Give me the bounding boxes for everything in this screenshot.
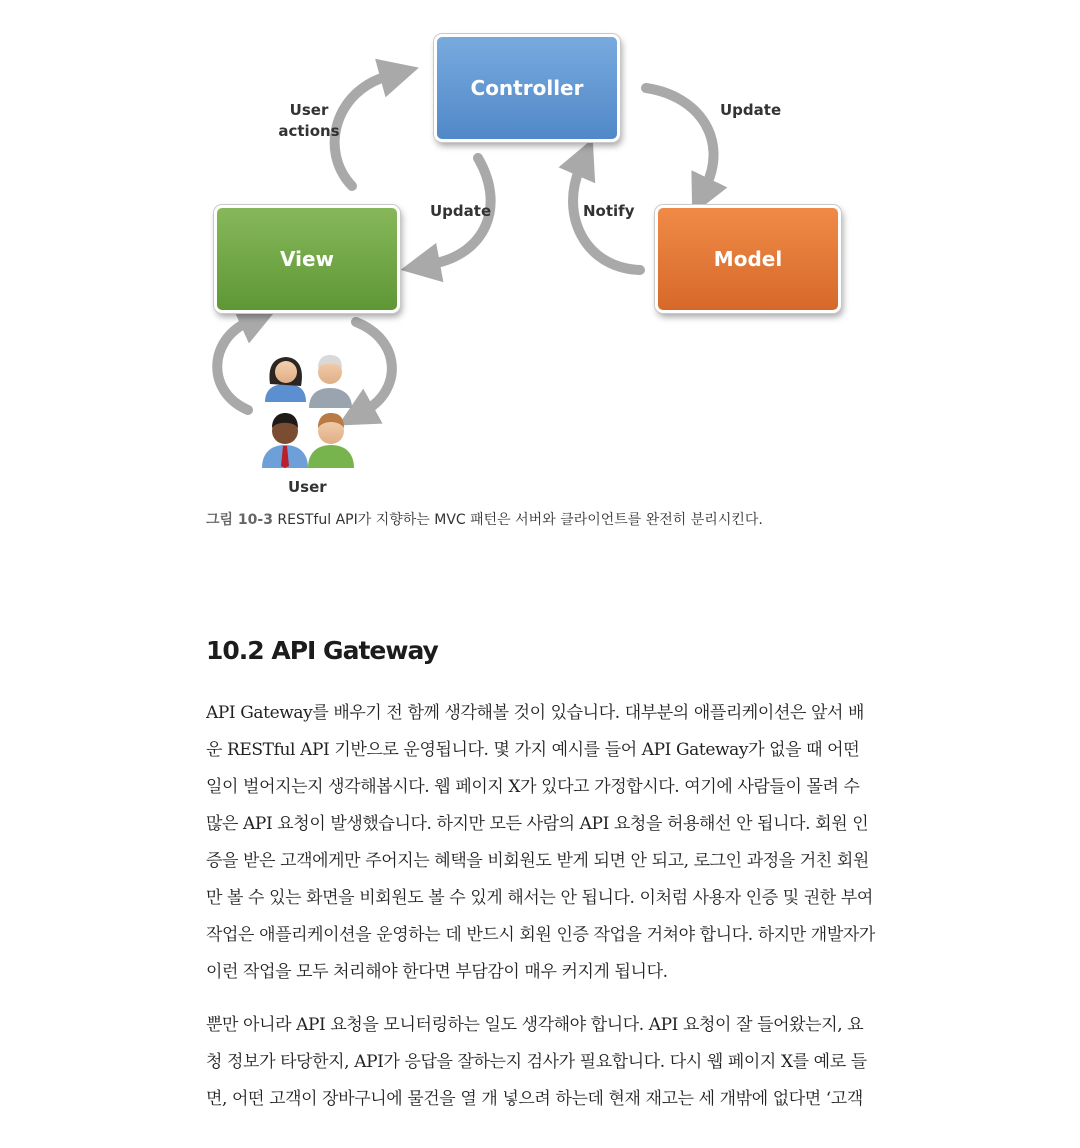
paragraph-line: 청 정보가 타당한지, API가 응답을 잘하는지 검사가 필요합니다. 다시 웹 페이지 X를 예로 들	[206, 1052, 867, 1072]
user-label: User	[288, 478, 327, 496]
arrow-user-to-view	[217, 322, 248, 410]
users-group-icon	[262, 355, 354, 468]
paragraph-line: 이런 작업을 모두 처리해야 한다면 부담감이 매우 커지게 됩니다.	[206, 962, 668, 982]
arrow-view-to-user	[356, 322, 392, 410]
paragraph-line: 작업은 애플리케이션을 운영하는 데 반드시 회원 인증 작업을 거쳐야 합니다. 하지만 개발자가	[206, 925, 875, 945]
paragraph	[206, 695, 962, 991]
paragraph-line: 운 RESTful API 기반으로 운영됩니다. 몇 가지 예시를 들어 API Gateway가 없을 때 어떤	[206, 740, 860, 760]
model-label: Model	[713, 247, 783, 271]
paragraph-line: API Gateway를 배우기 전 함께 생각해볼 것이 있습니다. 대부분의 애플리케이션은 앞서 배	[206, 703, 865, 723]
mvc-diagram	[0, 0, 1080, 500]
section-heading: 10.2 API Gateway	[206, 636, 438, 665]
paragraph	[206, 1007, 962, 1118]
update-model-label: Update	[720, 101, 782, 119]
paragraph-line: 뿐만 아니라 API 요청을 모니터링하는 일도 생각해야 합니다. API 요청이 잘 들어왔는지, 요	[206, 1015, 864, 1035]
paragraph-line: 일이 벌어지는지 생각해봅시다. 웹 페이지 X가 있다고 가정합시다. 여기에 사람들이 몰려 수	[206, 777, 860, 797]
paragraph-line: 많은 API 요청이 발생했습니다. 하지만 모든 사람의 API 요청을 허용해선 안 됩니다. 회원 인	[206, 814, 869, 834]
figure-caption	[206, 509, 763, 529]
controller-label: Controller	[470, 76, 584, 100]
notify-label: Notify	[583, 202, 635, 220]
view-box	[214, 205, 400, 313]
model-box	[655, 205, 841, 313]
paragraph-line: 면, 어떤 고객이 장바구니에 물건을 열 개 넣으려 하는데 현재 재고는 세 개밖에 없다면 ‘고객	[206, 1089, 863, 1109]
controller-box	[434, 34, 620, 142]
paragraph-line: 증을 받은 고객에게만 주어지는 혜택을 비회원도 받게 되면 안 되고, 로그인 과정을 거친 회원	[206, 851, 869, 871]
paragraph-line: 만 볼 수 있는 화면을 비회원도 볼 수 있게 해서는 안 됩니다. 이처럼 사용자 인증 및 권한 부여	[206, 888, 873, 908]
figure-number: 그림 10-3	[206, 512, 273, 528]
figure-caption-text: RESTful API가 지향하는 MVC 패턴은 서버와 클라이언트를 완전히 분리시킨다.	[277, 512, 763, 528]
view-label: View	[279, 247, 335, 271]
user-actions-label: User actions	[278, 101, 340, 140]
update-view-label: Update	[430, 202, 492, 220]
arrow-update-model	[646, 88, 714, 186]
